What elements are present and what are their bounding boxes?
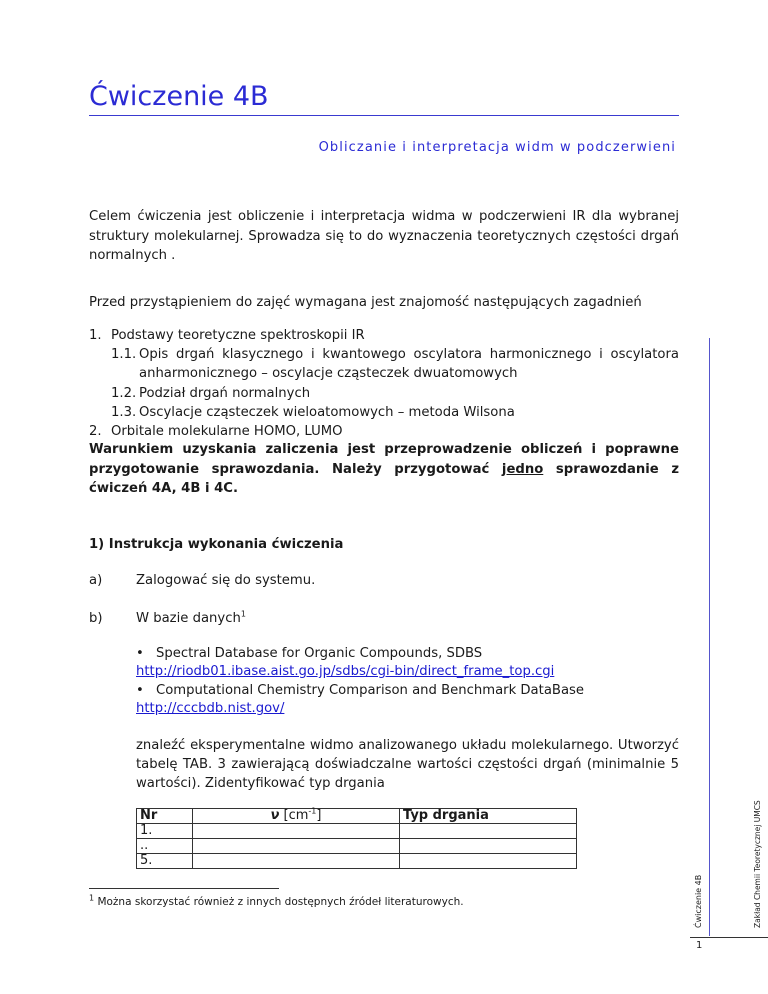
- outline-item: [89, 326, 679, 345]
- outline-item: [89, 403, 679, 422]
- footnote-mark: 1: [89, 893, 95, 903]
- outline-number: 1.3.: [111, 404, 137, 420]
- outline-text: Orbitale molekularne HOMO, LUMO: [111, 424, 343, 440]
- topics-outline: [89, 326, 679, 441]
- bullet-icon: •: [136, 646, 144, 661]
- database-link[interactable]: http://cccbdb.nist.gov/: [136, 701, 285, 716]
- requirement-text-2: sprawozdanie z ćwiczeń 4A, 4B i 4C.: [89, 461, 679, 496]
- empty-cell: [193, 839, 400, 854]
- unit-pre: [cm: [279, 808, 309, 823]
- database-name: Spectral Database for Organic Compounds, SDBS: [156, 646, 483, 661]
- outline-text: Oscylacje cząsteczek wieloatomowych – metoda Wilsona: [139, 404, 515, 420]
- table-row: [137, 854, 577, 869]
- task-paragraph: znaleźć eksperymentalne widmo analizowanego układu molekularnego. Utworzyć tabelę TAB. 3 zawierającą doświadczalne wartości częstości drgań (minimalnie 5 wartości). Zidentyfikować typ drgania: [136, 738, 679, 792]
- header-type: Typ drgania: [400, 809, 577, 824]
- page-title: Ćwiczenie 4B: [89, 81, 269, 112]
- outline-text: Opis drgań klasycznego i kwantowego oscylatora harmonicznego i oscylatora anharmonicznego – oscylacje cząsteczek dwuatomowych: [139, 347, 679, 382]
- empty-cell: [193, 824, 400, 839]
- requirement-paragraph: [89, 440, 679, 499]
- outline-number: 1.1.: [111, 347, 137, 363]
- requirement-emphasis: jedno: [501, 461, 544, 477]
- table-header-row: [137, 809, 577, 824]
- step-a-label: a): [89, 573, 103, 588]
- empty-cell: [400, 839, 577, 854]
- header-frequency: [193, 806, 400, 824]
- page-number: 1: [696, 940, 703, 951]
- outline-item: [89, 384, 679, 403]
- sidebar-institution: Zakład Chemii Teoretycznej UMCS: [753, 800, 762, 928]
- empty-cell: [400, 854, 577, 869]
- step-b-content: W bazie danych: [136, 611, 241, 626]
- footnote-reference[interactable]: 1: [240, 609, 246, 619]
- outline-number: 1.: [89, 328, 102, 343]
- unit-post: ]: [316, 808, 322, 823]
- header-nr: Nr: [137, 809, 193, 824]
- margin-rule: [709, 338, 710, 936]
- page-subtitle: Obliczanie i interpretacja widm w podczerwieni: [318, 140, 676, 155]
- nu-symbol: ν: [270, 808, 280, 823]
- row-number: ..: [137, 839, 193, 854]
- step-b-text: [136, 611, 246, 626]
- step-a-text: Zalogować się do systemu.: [136, 573, 316, 588]
- outline-item: [89, 422, 679, 441]
- footer-rule: [690, 937, 768, 938]
- database-name: Computational Chemistry Comparison and Benchmark DataBase: [156, 683, 585, 698]
- table-row: [137, 824, 577, 839]
- outline-item: [89, 345, 679, 383]
- outline-text: Podział drgań normalnych: [139, 385, 311, 401]
- title-underline: [89, 115, 679, 116]
- unit-exponent: -1: [308, 806, 317, 816]
- footnote: [89, 893, 464, 908]
- row-number: 1.: [137, 824, 193, 839]
- prerequisites-paragraph: Przed przystąpieniem do zajęć wymagana jest znajomość następujących zagadnień: [89, 295, 642, 310]
- table-row: [137, 839, 577, 854]
- sidebar-exercise-label: Ćwiczenie 4B: [694, 874, 703, 928]
- outline-text: Podstawy teoretyczne spektroskopii IR: [111, 328, 365, 343]
- footnote-text: Można skorzystać również z innych dostępnych źródeł literaturowych.: [97, 896, 464, 908]
- database-link[interactable]: http://riodb01.ibase.aist.go.jp/sdbs/cgi-bin/direct_frame_top.cgi: [136, 664, 555, 679]
- database-item: [136, 683, 584, 698]
- outline-number: 2.: [89, 424, 102, 440]
- frequency-table: [136, 808, 577, 869]
- step-b-label: b): [89, 611, 103, 626]
- outline-number: 1.2.: [111, 385, 137, 401]
- intro-paragraph: Celem ćwiczenia jest obliczenie i interpretacja widma w podczerwieni IR dla wybranej struktury molekularnej. Sprowadza się to do wyznaczenia teoretycznych częstości drgań normalnych .: [89, 209, 679, 263]
- database-item: [136, 646, 482, 661]
- section-heading: 1) Instrukcja wykonania ćwiczenia: [89, 537, 344, 552]
- requirement-text-1: Warunkiem uzyskania zaliczenia jest przeprowadzenie obliczeń i poprawne przygotowanie sprawozdania. Należy przygotować: [89, 442, 679, 477]
- footnote-separator: [89, 888, 279, 889]
- empty-cell: [193, 854, 400, 869]
- empty-cell: [400, 824, 577, 839]
- row-number: 5.: [137, 854, 193, 869]
- bullet-icon: •: [136, 683, 144, 698]
